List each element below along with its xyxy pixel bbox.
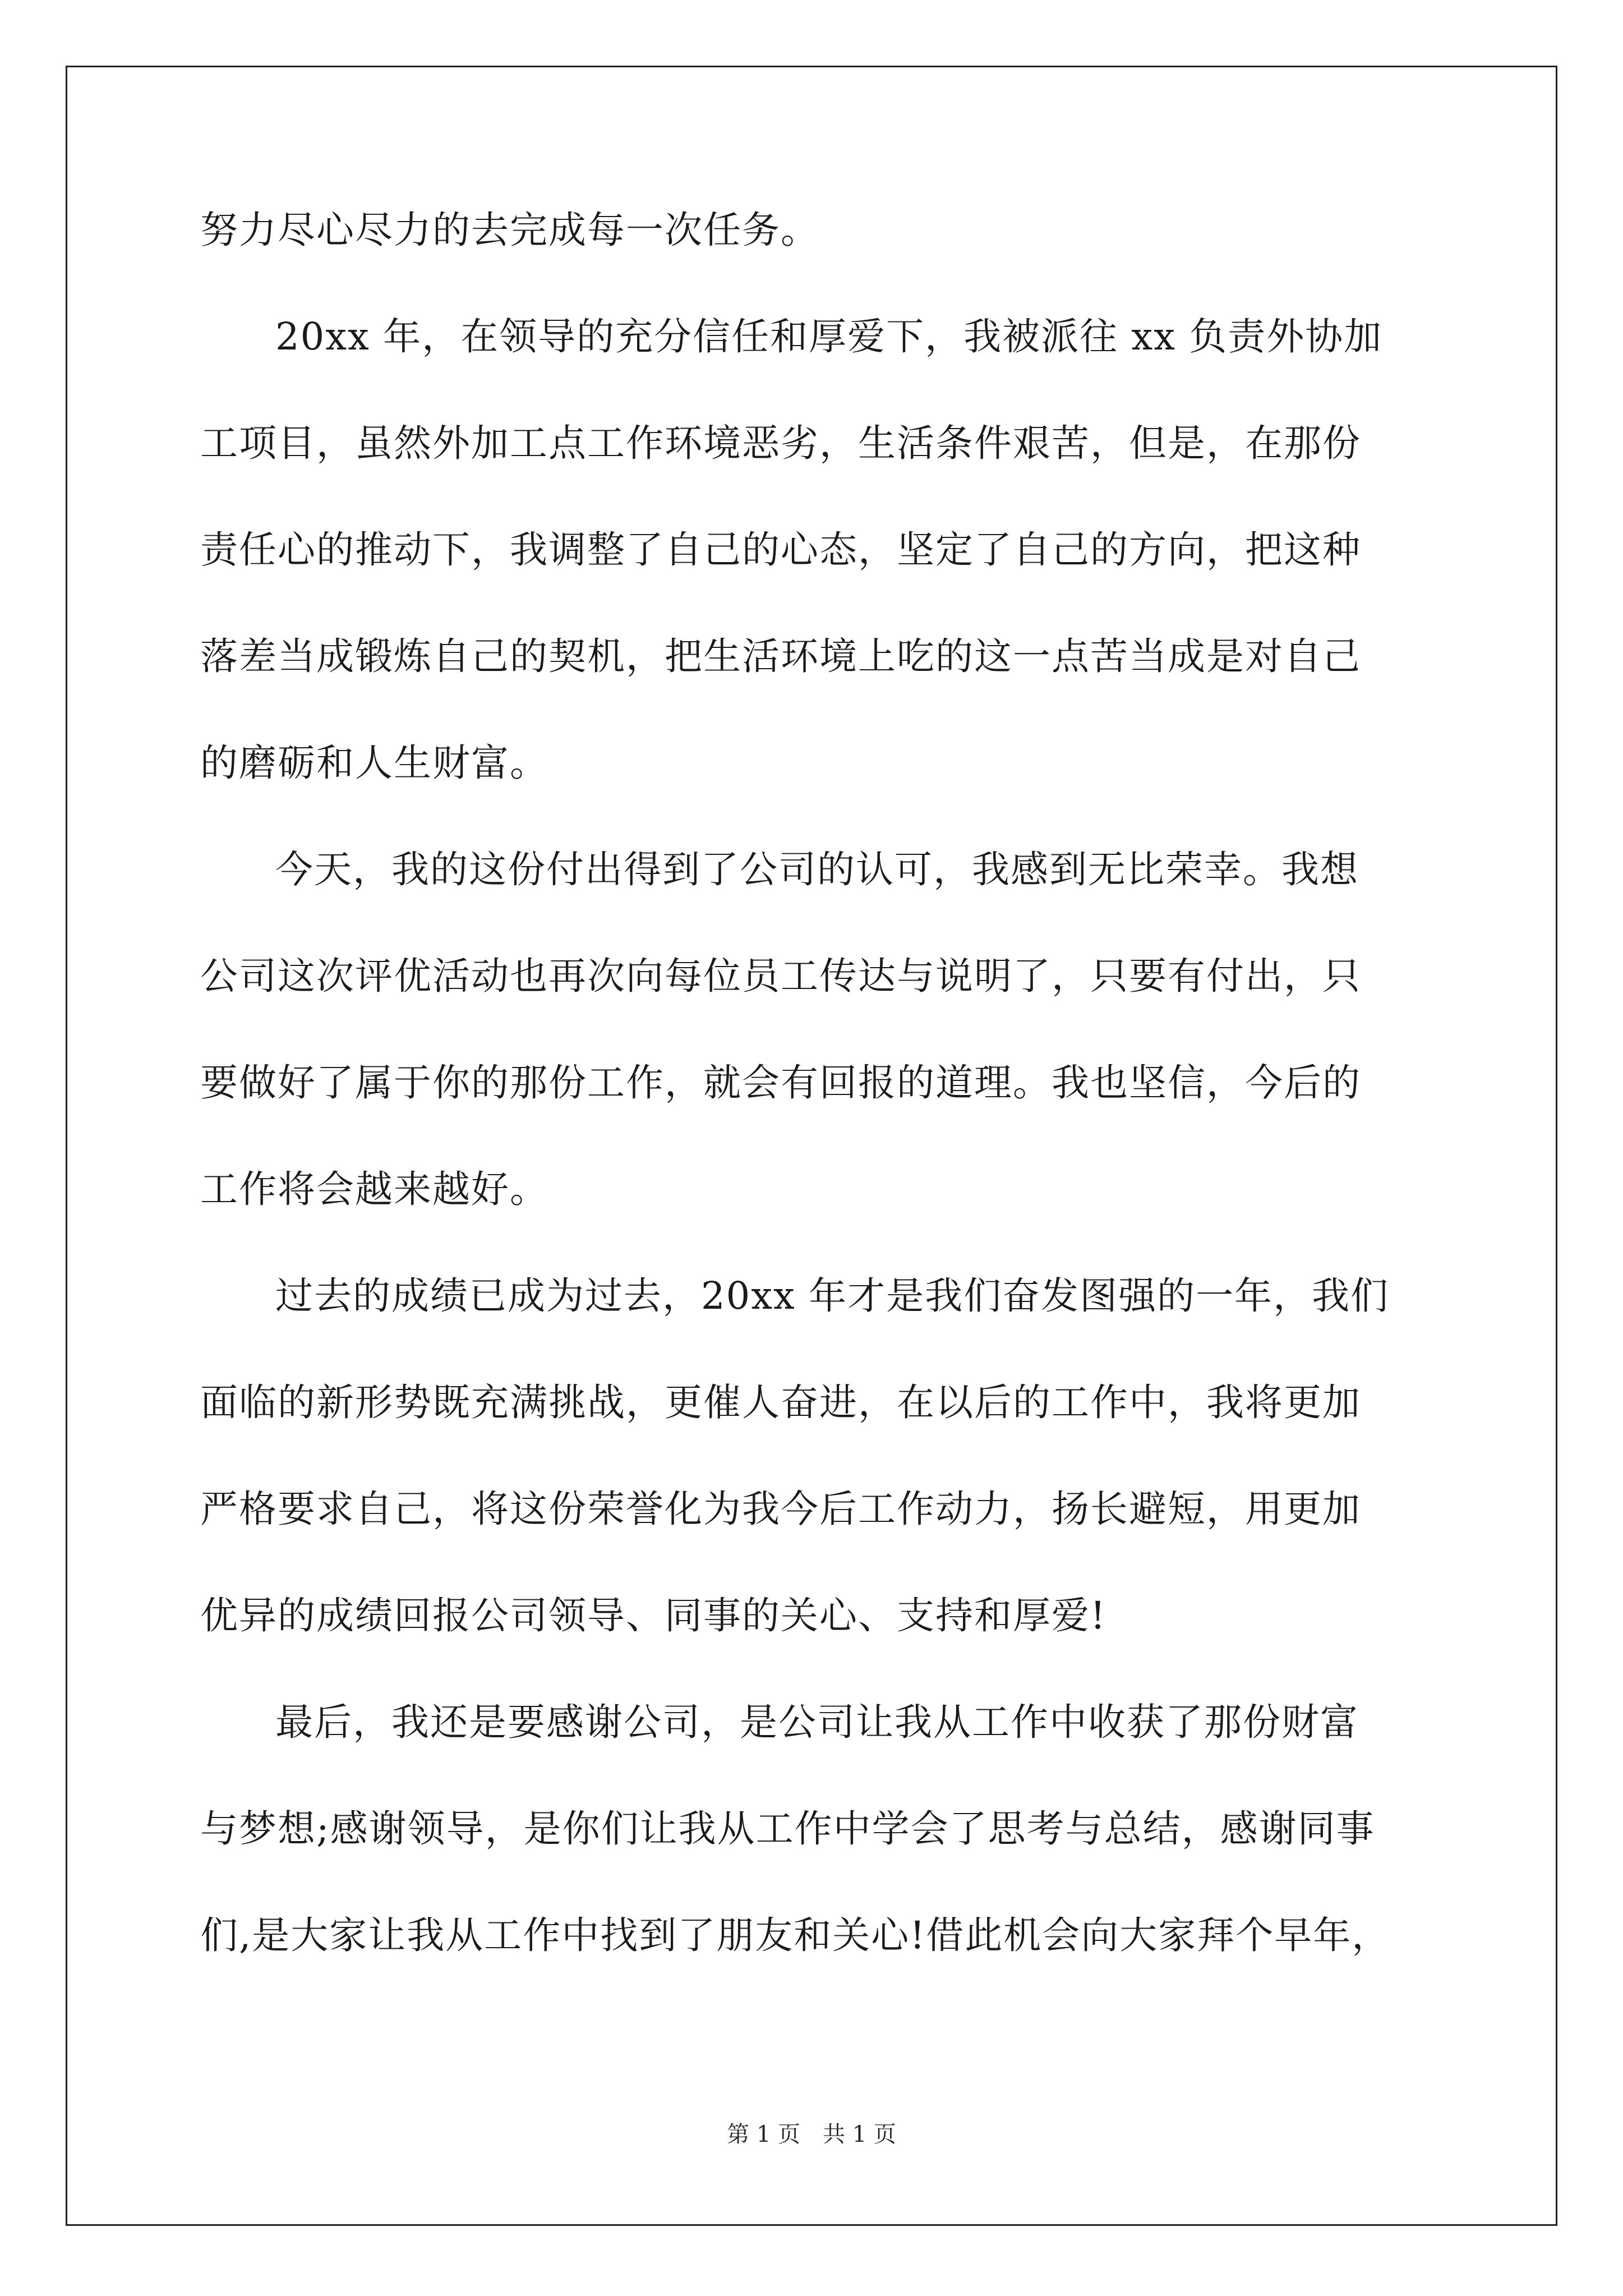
page-border: [66, 66, 1557, 2226]
text-line: 努力尽心尽力的去完成每一次任务。: [200, 208, 819, 252]
text-line: 工作将会越来越好。: [200, 1167, 548, 1211]
text-line: 与梦想;感谢领导，是你们让我从工作中学会了思考与总结，感谢同事: [200, 1807, 1375, 1851]
text-line: 公司这次评优活动也再次向每位员工传达与说明了，只要有付出，只: [200, 954, 1361, 998]
text-line: 严格要求自己，将这份荣誉化为我今后工作动力，扬长避短，用更加: [200, 1487, 1361, 1531]
text-line: 20xx 年，在领导的充分信任和厚爱下，我被派往 xx 负责外协加: [275, 315, 1383, 358]
text-line: 工项目，虽然外加工点工作环境恶劣，生活条件艰苦，但是，在那份: [200, 421, 1361, 465]
text-line: 今天，我的这份付出得到了公司的认可，我感到无比荣幸。我想: [275, 848, 1359, 891]
text-line: 的磨砺和人生财富。: [200, 741, 548, 785]
text-line: 过去的成绩已成为过去，20xx 年才是我们奋发图强的一年，我们: [275, 1274, 1390, 1318]
text-line: 面临的新形势既充满挑战，更催人奋进，在以后的工作中，我将更加: [200, 1381, 1361, 1424]
text-line: 落差当成锻炼自己的契机，把生活环境上吃的这一点苦当成是对自己: [200, 634, 1361, 678]
text-line: 优异的成绩回报公司领导、同事的关心、支持和厚爱!: [200, 1594, 1106, 1637]
text-line: 最后，我还是要感谢公司，是公司让我从工作中收获了那份财富: [275, 1700, 1359, 1744]
text-line: 责任心的推动下，我调整了自己的心态，坚定了自己的方向，把这种: [200, 528, 1361, 572]
page-footer: 第 1 页 共 1 页: [727, 2122, 896, 2147]
text-line: 要做好了属于你的那份工作，就会有回报的道理。我也坚信，今后的: [200, 1061, 1361, 1105]
text-line: 们,是大家让我从工作中找到了朋友和关心!借此机会向大家拜个早年，: [200, 1913, 1391, 1957]
